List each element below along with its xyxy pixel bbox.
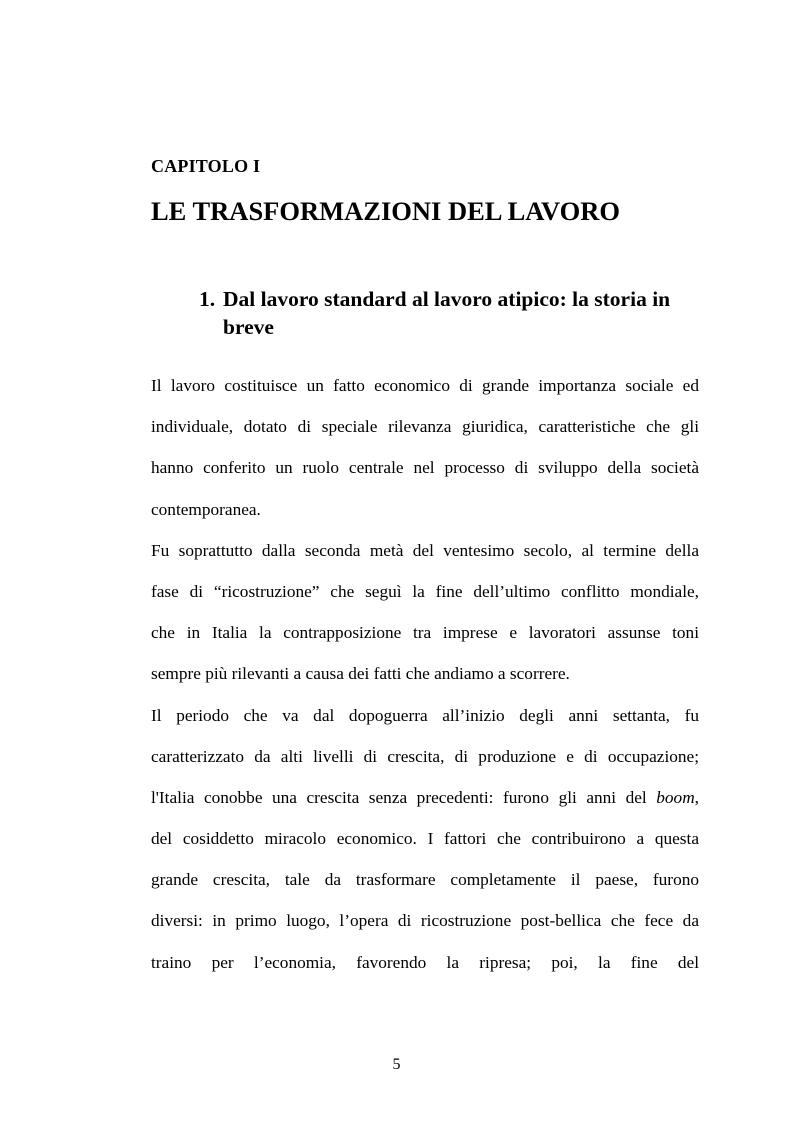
body-line: grande crescita, tale da trasformare completamente il paese, furono: [151, 870, 699, 890]
body-line: caratterizzato da alti livelli di crescita, di produzione e di occupazione;: [151, 746, 699, 766]
body-line: l'Italia conobbe una crescita senza precedenti: furono gli anni del boom,: [151, 787, 699, 807]
body-line: Il lavoro costituisce un fatto economico di grande importanza sociale ed: [151, 376, 699, 395]
body-line: Il periodo che va dal dopoguerra all’inizio degli anni settanta, fu: [151, 705, 699, 725]
page-number: 5: [392, 1056, 401, 1073]
body-line: del cosiddetto miracolo economico. I fattori che contribuirono a questa: [151, 829, 699, 849]
section-number: 1.: [199, 287, 216, 311]
body-line: hanno conferito un ruolo centrale nel processo di sviluppo della società: [151, 458, 699, 478]
chapter-title: LE TRASFORMAZIONI DEL LAVORO: [151, 196, 620, 226]
section-heading: [199, 285, 699, 341]
body-line: fase di “ricostruzione” che seguì la fine dell’ultimo conflitto mondiale,: [151, 581, 699, 601]
body-text: [151, 370, 699, 988]
section-title: Dal lavoro standard al lavoro atipico: la storia in breve: [223, 287, 671, 339]
body-line: contemporanea.: [151, 499, 261, 519]
body-line: sempre più rilevanti a causa dei fatti che andiamo a scorrere.: [151, 664, 570, 684]
chapter-label: CAPITOLO I: [151, 156, 261, 176]
body-line: Fu soprattutto dalla seconda metà del ventesimo secolo, al termine della: [151, 540, 699, 560]
body-line: individuale, dotato di speciale rilevanza giuridica, caratteristiche che gli: [151, 417, 699, 437]
body-line: diversi: in primo luogo, l’opera di ricostruzione post-bellica che fece da: [151, 911, 699, 931]
body-line: traino per l’economia, favorendo la ripresa; poi, la fine del: [151, 952, 699, 972]
body-line: che in Italia la contrapposizione tra imprese e lavoratori assunse toni: [151, 623, 699, 643]
italic-boom: boom: [656, 787, 695, 807]
